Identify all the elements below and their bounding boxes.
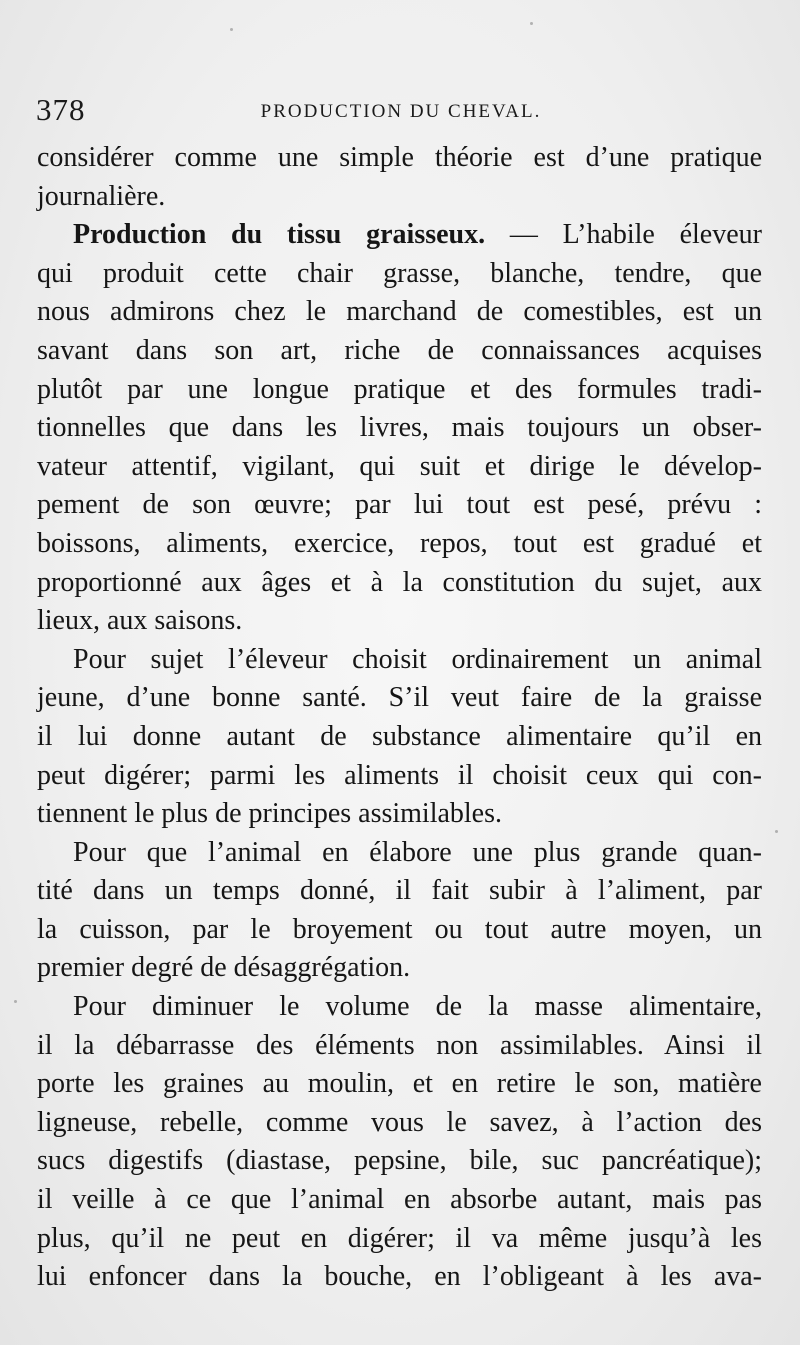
text-line: qui produit cette chair grasse, blanche, tendre, que bbox=[37, 257, 762, 289]
text-line: Pour que l’animal en élabore une plus grande quan- bbox=[73, 836, 762, 868]
text-line: sucs digestifs (diastase, pepsine, bile, suc pancréatique); bbox=[37, 1145, 762, 1177]
text-line: tiennent le plus de principes assimilables. bbox=[37, 798, 503, 830]
running-head: PRODUCTION DU CHEVAL. bbox=[260, 101, 542, 122]
text-line: ligneuse, rebelle, comme vous le savez, à l’action des bbox=[37, 1106, 762, 1138]
text-line: lui enfoncer dans la bouche, en l’obligeant à les ava- bbox=[37, 1261, 762, 1293]
text-line: tité dans un temps donné, il fait subir à l’aliment, par bbox=[37, 875, 762, 907]
text-line: porte les graines au moulin, et en retire le son, matière bbox=[37, 1068, 762, 1100]
text-line: il lui donne autant de substance alimentaire qu’il en bbox=[37, 720, 762, 752]
text-line: Pour sujet l’éleveur choisit ordinairement un animal bbox=[73, 643, 762, 675]
text-line: vateur attentif, vigilant, qui suit et dirige le dévelop- bbox=[37, 450, 762, 482]
text-line: boissons, aliments, exercice, repos, tout est gradué et bbox=[37, 527, 762, 559]
text-line bbox=[37, 216, 762, 255]
text-line: considérer comme une simple théorie est d’une pratique bbox=[37, 142, 762, 173]
text-line: la cuisson, par le broyement ou tout autre moyen, un bbox=[37, 913, 762, 945]
text-fragment: — L’habile éleveur bbox=[485, 219, 762, 251]
text-line: savant dans son art, riche de connaissances acquises bbox=[37, 334, 762, 366]
text-line: pement de son œuvre; par lui tout est pesé, prévu : bbox=[37, 489, 762, 521]
text-line: il veille à ce que l’animal en absorbe autant, mais pas bbox=[37, 1184, 762, 1216]
text-line: journalière. bbox=[37, 180, 166, 212]
text-line: plus, qu’il ne peut en digérer; il va même jusqu’à les bbox=[37, 1222, 762, 1254]
text-line: il la débarrasse des éléments non assimilables. Ainsi il bbox=[37, 1029, 762, 1061]
paper-speck bbox=[14, 1000, 17, 1003]
text-line: Pour diminuer le volume de la masse alimentaire, bbox=[73, 991, 762, 1023]
paper-speck bbox=[530, 22, 533, 25]
paper-speck bbox=[775, 830, 778, 833]
section-heading: Production du tissu graisseux. bbox=[73, 219, 486, 251]
text-line: jeune, d’une bonne santé. S’il veut faire de la graisse bbox=[37, 682, 762, 714]
text-line: peut digérer; parmi les aliments il choisit ceux qui con- bbox=[37, 759, 762, 791]
text-line: proportionné aux âges et à la constitution du sujet, aux bbox=[37, 566, 762, 598]
body-text bbox=[37, 139, 762, 1297]
text-line: nous admirons chez le marchand de comestibles, est un bbox=[37, 296, 762, 328]
page-number: 378 bbox=[36, 92, 86, 127]
paper-speck bbox=[230, 28, 233, 31]
text-line: premier degré de désaggrégation. bbox=[37, 952, 411, 984]
text-line: lieux, aux saisons. bbox=[37, 605, 243, 637]
text-line: tionnelles que dans les livres, mais toujours un obser- bbox=[37, 412, 762, 444]
page-header bbox=[36, 92, 766, 132]
text-line: plutôt par une longue pratique et des formules tradi- bbox=[37, 373, 762, 405]
